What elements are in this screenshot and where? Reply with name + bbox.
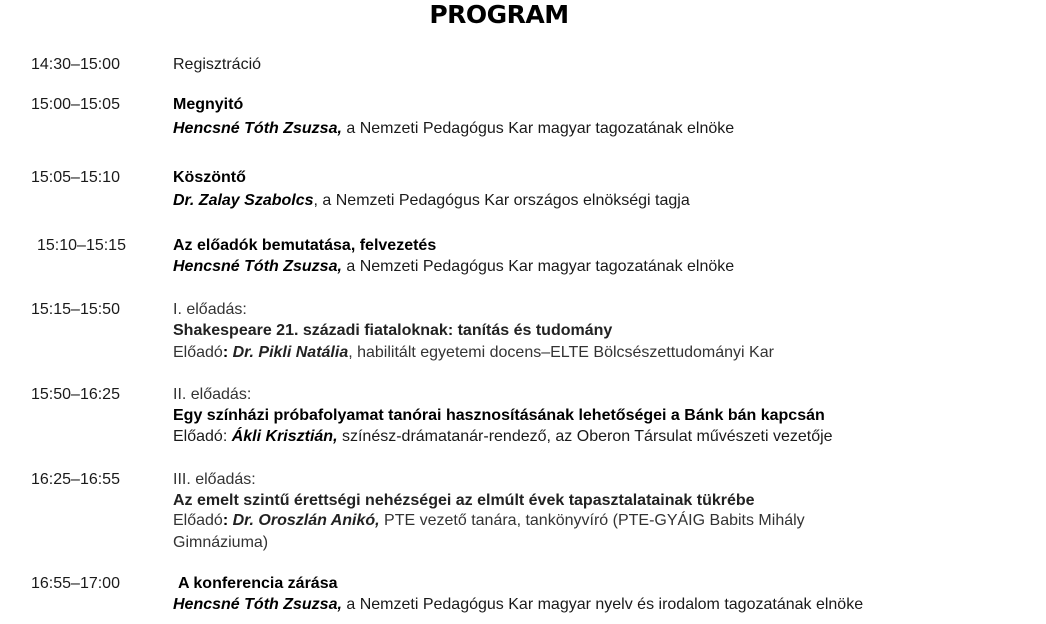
speaker-line (173, 191, 690, 211)
presenter-line (173, 343, 774, 363)
time-slot: 15:00–15:05 (31, 96, 120, 113)
lecture-label: I. előadás: (173, 301, 247, 318)
speaker-name: Dr. Pikli Natália (232, 344, 349, 361)
item-title: Megnyitó (173, 96, 244, 113)
speaker-line (173, 257, 734, 277)
time-slot: 15:05–15:10 (31, 169, 120, 186)
presenter-line (173, 511, 805, 531)
speaker-role: a Nemzeti Pedagógus Kar magyar nyelv és irodalom tagozatának elnöke (341, 596, 864, 613)
speaker-line (173, 595, 863, 615)
item-title: Az előadók bemutatása, felvezetés (173, 237, 437, 254)
speaker-name: Hencsné Tóth Zsuzsa, (173, 596, 342, 613)
speaker-role: a Nemzeti Pedagógus Kar magyar tagozatának elnöke (341, 258, 735, 275)
presenter-colon: : (222, 512, 233, 529)
lecture-title: Az emelt szintű érettségi nehézségei az elmúlt évek tapasztalatainak tükrébe (173, 492, 755, 509)
presenter-prefix: Előadó: (173, 428, 232, 445)
speaker-name: Hencsné Tóth Zsuzsa, (173, 120, 342, 137)
time-slot: 16:55–17:00 (31, 575, 120, 592)
time-slot: 15:50–16:25 (31, 386, 120, 403)
speaker-name: Ákli Krisztián, (231, 428, 338, 445)
item-title: A konferencia zárása (178, 575, 338, 592)
item-title: Regisztráció (173, 56, 262, 73)
speaker-role: PTE vezető tanára, tankönyvíró (PTE-GYÁIG Babits Mihály (379, 512, 805, 529)
presenter-colon: : (222, 344, 233, 361)
lecture-title: Egy színházi próbafolyamat tanórai hasznosításának lehetőségei a Bánk bán kapcsán (173, 407, 825, 424)
presenter-line-continued: Gimnáziuma) (173, 534, 269, 551)
speaker-role: a Nemzeti Pedagógus Kar magyar tagozatának elnöke (341, 120, 735, 137)
time-slot: 16:25–16:55 (31, 471, 120, 488)
lecture-label: II. előadás: (173, 386, 252, 403)
speaker-name: Dr. Zalay Szabolcs (173, 192, 314, 209)
time-slot: 15:10–15:15 (37, 237, 126, 254)
speaker-role: színész-drámatanár-rendező, az Oberon Társulat művészeti vezetője (337, 428, 833, 445)
time-slot: 15:15–15:50 (31, 301, 120, 318)
speaker-line (173, 119, 734, 139)
speaker-role: , habilitált egyetemi docens–ELTE Bölcsészettudományi Kar (348, 344, 774, 361)
speaker-role: , a Nemzeti Pedagógus Kar országos elnökségi tagja (313, 192, 690, 209)
lecture-label: III. előadás: (173, 471, 256, 488)
speaker-name: Dr. Oroszlán Anikó, (232, 512, 380, 529)
lecture-title: Shakespeare 21. századi fiataloknak: tanítás és tudomány (173, 322, 613, 339)
presenter-prefix: Előadó (173, 344, 223, 361)
speaker-name: Hencsné Tóth Zsuzsa, (173, 258, 342, 275)
presenter-line (173, 427, 833, 447)
item-title: Köszöntő (173, 169, 246, 186)
presenter-prefix: Előadó (173, 512, 223, 529)
page-title: PROGRAM (429, 0, 569, 29)
time-slot: 14:30–15:00 (31, 56, 120, 73)
